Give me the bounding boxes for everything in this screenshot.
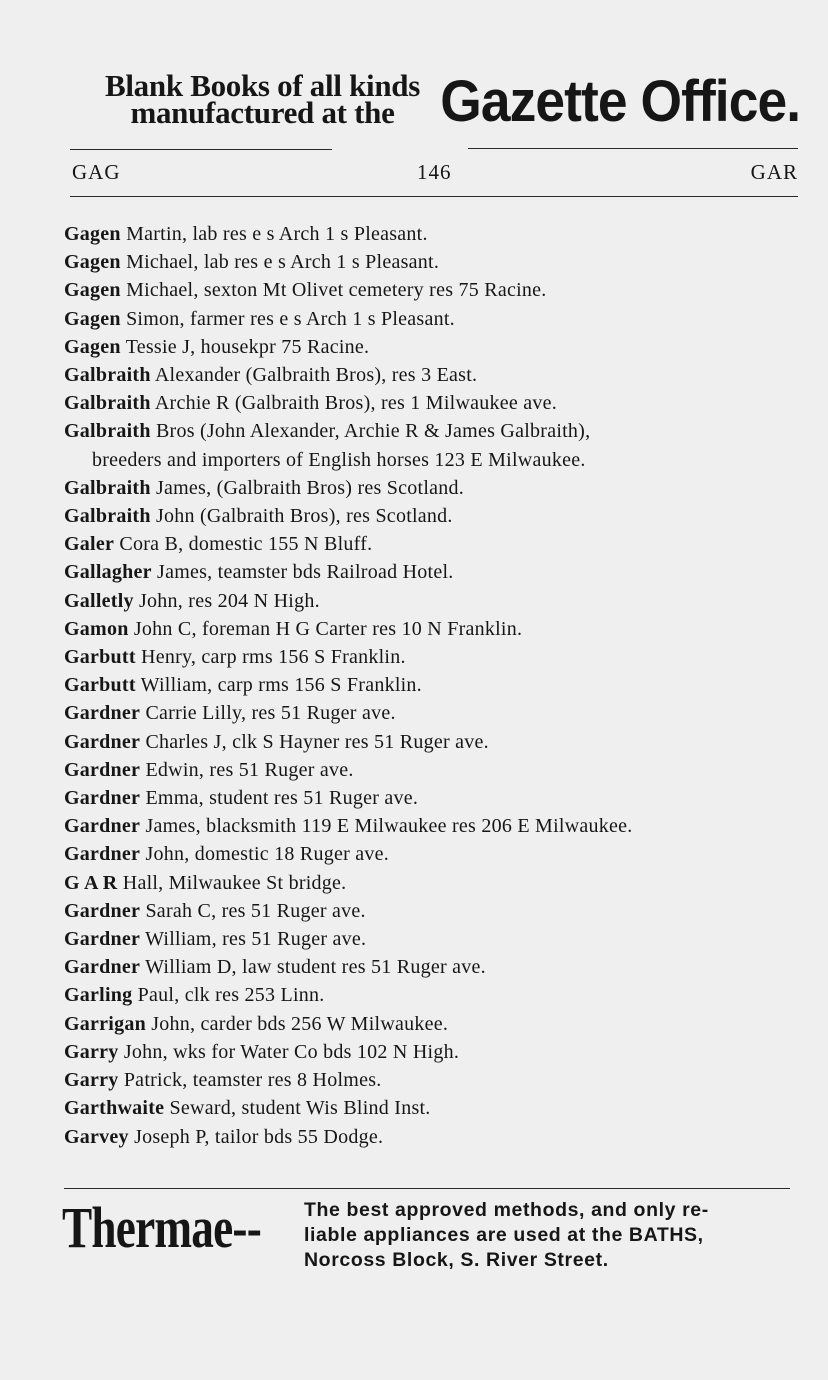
directory-entry bbox=[64, 276, 802, 304]
entry-surname: Garling bbox=[64, 984, 133, 1007]
entry-surname: Gardner bbox=[64, 899, 141, 922]
entry-surname: Gamon bbox=[64, 617, 129, 640]
directory-entry bbox=[64, 558, 802, 586]
ad-top-brand: Gazette Office. bbox=[440, 69, 800, 134]
directory-entry bbox=[64, 925, 802, 953]
top-rule-right bbox=[468, 148, 798, 149]
directory-entry bbox=[64, 671, 802, 699]
entry-details: Archie R (Galbraith Bros), res 1 Milwaukee ave. bbox=[150, 392, 558, 415]
ad-bottom-line1: The best approved methods, and only re- bbox=[304, 1199, 709, 1221]
ad-bottom-brand: Thermae-- bbox=[62, 1195, 261, 1260]
directory-entry bbox=[64, 869, 802, 897]
entry-surname: Garry bbox=[64, 1040, 119, 1063]
entry-surname: Galbraith bbox=[64, 392, 151, 415]
entry-surname: Garbutt bbox=[64, 674, 136, 697]
directory-entry bbox=[64, 1066, 802, 1094]
entry-surname: Galbraith bbox=[64, 364, 151, 387]
entry-details: Bros (John Alexander, Archie R & James Galbraith), bbox=[150, 420, 591, 443]
entry-surname: Gardner bbox=[64, 815, 141, 838]
entry-surname: Gagen bbox=[64, 251, 121, 274]
ad-top-line1: Blank Books of all kinds bbox=[104, 68, 420, 103]
top-rule-left bbox=[70, 149, 332, 150]
entry-details: Cora B, domestic 155 N Bluff. bbox=[114, 533, 373, 556]
entry-surname: Galer bbox=[64, 533, 115, 556]
directory-entry bbox=[64, 812, 802, 840]
entry-details: Henry, carp rms 156 S Franklin. bbox=[135, 646, 406, 669]
entry-details: William, res 51 Ruger ave. bbox=[140, 928, 367, 951]
entry-details: Sarah C, res 51 Ruger ave. bbox=[140, 899, 366, 922]
directory-entry bbox=[64, 699, 802, 727]
directory-entry bbox=[64, 728, 802, 756]
page-number: 146 bbox=[417, 160, 452, 184]
entry-surname: Gagen bbox=[64, 279, 121, 302]
entry-details: Seward, student Wis Blind Inst. bbox=[164, 1097, 431, 1120]
entry-details: James, (Galbraith Bros) res Scotland. bbox=[150, 476, 465, 499]
entry-details: Carrie Lilly, res 51 Ruger ave. bbox=[140, 702, 396, 725]
header-rule bbox=[70, 196, 798, 197]
entry-details: John, domestic 18 Ruger ave. bbox=[140, 843, 390, 866]
directory-entry bbox=[64, 305, 802, 333]
entry-surname: Galbraith bbox=[64, 505, 151, 528]
entry-details: Simon, farmer res e s Arch 1 s Pleasant. bbox=[120, 307, 455, 330]
entry-surname: Garrigan bbox=[64, 1012, 146, 1035]
entry-surname: Garbutt bbox=[64, 646, 136, 669]
entry-details: Emma, student res 51 Ruger ave. bbox=[140, 787, 419, 810]
directory-entries bbox=[64, 220, 802, 1151]
running-head-left: GAG bbox=[72, 160, 121, 184]
bottom-advertisement bbox=[62, 1196, 792, 1276]
entry-details: Charles J, clk S Hayner res 51 Ruger ave. bbox=[140, 730, 489, 753]
entry-details: Hall, Milwaukee St bridge. bbox=[117, 871, 347, 894]
entry-details: William D, law student res 51 Ruger ave. bbox=[140, 956, 486, 979]
entry-surname: Gardner bbox=[64, 787, 141, 810]
entry-details: Michael, sexton Mt Olivet cemetery res 75 Racine. bbox=[120, 279, 547, 302]
entry-details: Joseph P, tailor bds 55 Dodge. bbox=[128, 1125, 384, 1148]
entry-surname: Galbraith bbox=[64, 420, 151, 443]
entry-surname: Garry bbox=[64, 1069, 119, 1092]
directory-entry bbox=[64, 643, 802, 671]
ad-bottom-line2: liable appliances are used at the BATHS, bbox=[304, 1224, 704, 1246]
ad-top-line2: manufactured at the bbox=[130, 95, 395, 130]
directory-entry bbox=[64, 417, 802, 445]
directory-entry bbox=[64, 361, 802, 389]
entry-surname: Gallagher bbox=[64, 561, 152, 584]
entry-surname: G A R bbox=[64, 871, 118, 894]
entry-surname: Galletly bbox=[64, 589, 134, 612]
directory-entry bbox=[64, 248, 802, 276]
directory-entry bbox=[64, 756, 802, 784]
entry-surname: Gardner bbox=[64, 730, 141, 753]
directory-entry bbox=[64, 1094, 802, 1122]
entry-details: breeders and importers of English horses 123 E Milwaukee. bbox=[92, 448, 586, 471]
entry-surname: Galbraith bbox=[64, 476, 151, 499]
directory-entry bbox=[64, 615, 802, 643]
directory-entry bbox=[64, 502, 802, 530]
directory-entry bbox=[64, 474, 802, 502]
entry-surname: Gagen bbox=[64, 307, 121, 330]
directory-entry bbox=[64, 784, 802, 812]
directory-entry bbox=[64, 389, 802, 417]
ad-top-tagline bbox=[70, 68, 455, 130]
directory-entry bbox=[64, 220, 802, 248]
entry-details: John (Galbraith Bros), res Scotland. bbox=[150, 505, 453, 528]
directory-entry bbox=[64, 897, 802, 925]
top-advertisement bbox=[70, 66, 800, 146]
entry-surname: Gardner bbox=[64, 956, 141, 979]
entry-details: John, res 204 N High. bbox=[133, 589, 320, 612]
entry-surname: Garvey bbox=[64, 1125, 129, 1148]
entry-details: Patrick, teamster res 8 Holmes. bbox=[118, 1069, 382, 1092]
entry-surname: Gagen bbox=[64, 223, 121, 245]
entry-surname: Gagen bbox=[64, 335, 121, 358]
entry-surname: Gardner bbox=[64, 843, 141, 866]
entry-details: Edwin, res 51 Ruger ave. bbox=[140, 758, 354, 781]
entry-details: John, carder bds 256 W Milwaukee. bbox=[146, 1012, 449, 1035]
running-head-right: GAR bbox=[750, 160, 798, 184]
entry-details: John, wks for Water Co bds 102 N High. bbox=[118, 1040, 460, 1063]
directory-entry bbox=[64, 1038, 802, 1066]
entry-details: Alexander (Galbraith Bros), res 3 East. bbox=[150, 364, 478, 387]
entry-surname: Gardner bbox=[64, 702, 141, 725]
bottom-rule bbox=[64, 1188, 790, 1189]
entry-details: Michael, lab res e s Arch 1 s Pleasant. bbox=[120, 251, 440, 274]
ad-bottom-text bbox=[304, 1198, 794, 1273]
entry-details: William, carp rms 156 S Franklin. bbox=[135, 674, 422, 697]
directory-entry bbox=[64, 1010, 802, 1038]
entry-details: James, teamster bds Railroad Hotel. bbox=[151, 561, 454, 584]
entry-details: James, blacksmith 119 E Milwaukee res 206 E Milwaukee. bbox=[140, 815, 633, 838]
directory-entry bbox=[64, 981, 802, 1009]
directory-entry-continuation bbox=[64, 446, 802, 474]
entry-surname: Garthwaite bbox=[64, 1097, 165, 1120]
running-head bbox=[72, 158, 798, 188]
directory-entry bbox=[64, 953, 802, 981]
directory-entry bbox=[64, 1123, 802, 1151]
ad-bottom-line3: Norcoss Block, S. River Street. bbox=[304, 1249, 609, 1271]
entry-surname: Gardner bbox=[64, 928, 141, 951]
entry-details: Martin, lab res e s Arch 1 s Pleasant. bbox=[120, 223, 428, 245]
directory-entry bbox=[64, 530, 802, 558]
entry-details: John C, foreman H G Carter res 10 N Franklin. bbox=[128, 617, 523, 640]
directory-entry bbox=[64, 840, 802, 868]
entry-surname: Gardner bbox=[64, 758, 141, 781]
directory-entry bbox=[64, 587, 802, 615]
entry-details: Tessie J, housekpr 75 Racine. bbox=[120, 335, 370, 358]
entry-details: Paul, clk res 253 Linn. bbox=[132, 984, 325, 1007]
directory-entry bbox=[64, 333, 802, 361]
